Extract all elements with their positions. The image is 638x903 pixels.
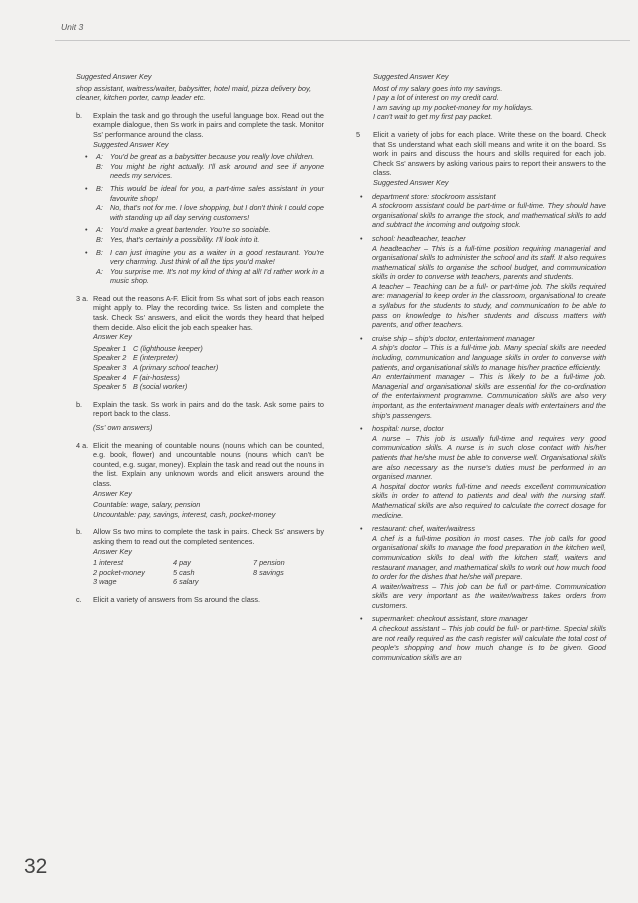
dialogue-text: No, that's not for me. I love shopping, but I don't think I could cope with standing up all day serving customers! xyxy=(110,203,324,222)
dialogue-text: You surprise me. It's not my kind of thing at all! I'd rather work in a music shop. xyxy=(110,266,324,286)
job-bullet xyxy=(356,192,606,230)
job-description: A hospital doctor works full-time and needs excellent communication skills in order to attend to patients and deal with the nursing staff. Mathematical skills are also required to calculate the correct dosage for medicine. xyxy=(372,481,606,520)
step-number: b. xyxy=(76,110,83,120)
ss-own-answers: (Ss' own answers) xyxy=(93,423,153,432)
dialogue-list xyxy=(76,152,324,286)
job-description: A checkout assistant – This job could be full- or part-time. Special skills are not really required as the cash register will calculate the total cost of people's shopping and how much change is to be given. Good communication skills are an xyxy=(372,624,606,662)
job-description: An entertainment manager – This is likely to be a full-time job. Managerial and organisational skills are essential for the co-ordination of the entertainment programme. Communication skills are also very important, as the entertainment manager deals with entertainers and the ship's passengers. xyxy=(372,372,606,420)
dialogue-bullet xyxy=(76,248,324,286)
bullet-dot: • xyxy=(85,183,88,193)
dialogue-text: You'd be great as a babysitter because you really love children. xyxy=(110,152,315,162)
job-bullet xyxy=(356,524,606,610)
job-bullet xyxy=(356,614,606,662)
speaker-label: B: xyxy=(96,161,103,171)
grid-answer xyxy=(253,577,333,587)
speaker-name: Speaker 5 xyxy=(93,382,127,392)
page-number: 32 xyxy=(24,855,48,878)
step-text: Allow Ss two mins to complete the task in pairs. Check Ss' answers by asking them to read out the completed sentences. xyxy=(93,527,324,546)
bullet-dot: • xyxy=(85,225,88,235)
job-description: A nurse – This job is usually full-time and requires very good communication skills. A nurse is in such close contact with his/her patients that he/she must be able to converse well. Organisational skills are also necessary as the nurse's duties must be performed in an organised manner. xyxy=(372,433,606,482)
answer-grid xyxy=(93,558,324,587)
suggested-answer-key-heading: Suggested Answer Key xyxy=(93,139,169,149)
job-description: A stockroom assistant could be part-time or full-time. They should have organisational skills to arrange the stock, and mathematical skills to add and subtract the incoming and outgoing stock. xyxy=(372,201,606,230)
sentence-answer: I pay a lot of interest on my credit card. xyxy=(373,93,499,103)
workplace-title: supermarket: checkout assistant, store manager xyxy=(372,614,528,624)
step-text: Elicit a variety of answers from Ss around the class. xyxy=(93,594,261,604)
speaker-label: B: xyxy=(96,234,103,244)
dialogue-text: Yes, that's certainly a possibility. I'll look into it. xyxy=(110,234,260,244)
bullet-dot: • xyxy=(360,524,363,534)
bullet-dot: • xyxy=(360,233,363,243)
sentence-answer-list xyxy=(373,84,606,122)
speaker-answer xyxy=(93,373,324,383)
step-text: Elicit the meaning of countable nouns (nouns which can be counted, e.g. book, flower) and uncountable nouns (nouns which can't be counted, e.g. sugar, money). Explain the task and read out the nouns in the list. Explain any unknown words and elicit answers around the class. xyxy=(93,440,324,488)
sentence-answer: I can't wait to get my first pay packet. xyxy=(373,112,493,122)
speaker-name: Speaker 3 xyxy=(93,363,127,373)
bullet-dot: • xyxy=(360,333,363,343)
speaker-label: B: xyxy=(96,183,103,193)
dialogue-line xyxy=(96,235,324,245)
bullet-dot: • xyxy=(85,152,88,162)
suggested-answer-key-heading: Suggested Answer Key xyxy=(373,177,449,187)
dialogue-bullet xyxy=(76,225,324,244)
sentence-answer: Most of my salary goes into my savings. xyxy=(373,83,503,93)
dialogue-bullet xyxy=(76,152,324,181)
step-number: b. xyxy=(76,399,83,409)
unit-label: Unit 3 xyxy=(61,22,84,32)
dialogue-line xyxy=(96,267,324,286)
speaker-name: Speaker 1 xyxy=(93,343,127,353)
step-3a xyxy=(76,294,324,332)
speaker-job: B (social worker) xyxy=(133,382,188,392)
grid-answer: 3 wage xyxy=(93,577,117,587)
job-description: A headteacher – This is a full-time position requiring managerial and organisational skills to administer the school and its staff. It also requires mathematical skills to organise the school budget, and communication skills in order to converse with teachers, parents and students. xyxy=(372,243,606,282)
dialogue-line xyxy=(96,248,324,267)
step-number: 5 xyxy=(356,129,361,139)
bullet-dot: • xyxy=(360,614,363,624)
dialogue-bullet xyxy=(76,184,324,222)
job-description: A ship's doctor – This is a full-time job. Many special skills are needed including, communication and language skills in order to converse with patients, and organisational skills to manage his/her practice efficiently. xyxy=(372,343,606,372)
speaker-label: B: xyxy=(96,247,103,257)
dialogue-line xyxy=(96,184,324,203)
dialogue-text: This would be ideal for you, a part-time sales assistant in your favourite shop! xyxy=(110,183,324,203)
speaker-answer xyxy=(93,344,324,354)
step-5 xyxy=(356,130,606,178)
answer-key-heading: Answer Key xyxy=(93,546,132,556)
bullet-dot: • xyxy=(360,191,363,201)
speaker-answer xyxy=(93,382,324,392)
speaker-label: A: xyxy=(96,266,103,276)
right-column xyxy=(356,72,606,662)
speaker-job: E (interpreter) xyxy=(133,353,179,363)
bullet-dot: • xyxy=(85,247,88,257)
step-text: Read out the reasons A-F. Elicit from Ss what sort of jobs each reason might apply to. Play the recording twice. Ss listen and complete the task. Check Ss' answers, and elicit the words they heard that helped them decide. Also elicit the job each speaker has. xyxy=(93,293,324,332)
left-column xyxy=(76,72,324,605)
uncountable-answers: Uncountable: pay, savings, interest, cash, pocket-money xyxy=(93,509,276,519)
bullet-dot: • xyxy=(360,424,363,434)
workplace-title: department store: stockroom assistant xyxy=(372,191,496,201)
speaker-job: A (primary school teacher) xyxy=(133,363,219,373)
grid-answer: 2 pocket-money xyxy=(93,567,145,577)
answer-key-heading: Answer Key xyxy=(93,488,132,498)
job-description: A teacher – Teaching can be a full- or part-time job. The skills required are: managerial to keep order in the classroom, organisational to create a syllabus for the students to study, and communication to be able to pass on knowledge to his/her students and discuss matters with parents, and other teachers. xyxy=(372,281,606,330)
step-text: Explain the task and go through the useful language box. Read out the example dialogue, then Ss work in pairs and complete the task. Monitor Ss' performance around the class. xyxy=(93,110,324,139)
step-4c xyxy=(76,595,324,605)
job-description: A chef is a full-time position in most cases. The job calls for good organisational skills to manage the food preparation in the kitchen well, communication skills to deal with the kitchen staff, waiters and restaurant manager, and mathematical skills to work out how much food to order for the dishes that he/she will prepare. xyxy=(372,533,606,582)
workplace-title: cruise ship – ship's doctor, entertainment manager xyxy=(372,333,535,343)
step-text: Explain the task. Ss work in pairs and do the task. Ask some pairs to report back to the class. xyxy=(93,399,324,419)
step-4b xyxy=(76,527,324,546)
workplace-title: school: headteacher, teacher xyxy=(372,233,466,243)
grid-answer: 6 salary xyxy=(173,577,199,587)
step-number: 4 a. xyxy=(76,440,89,450)
workplace-title: restaurant: chef, waiter/waitress xyxy=(372,524,476,534)
speaker-job: F (air-hostess) xyxy=(133,372,180,382)
step-text: Elicit a variety of jobs for each place. Write these on the board. Check that Ss understand what each skill means and write it on the board. Ss work in pairs and discuss the hours and skills required for each job. Check Ss' answers by asking various pairs to report their answers to the class. xyxy=(373,129,606,178)
workplace-title: hospital: nurse, doctor xyxy=(372,424,444,434)
job-bullet xyxy=(356,424,606,520)
step-1b xyxy=(76,111,324,140)
suggested-answer-key-heading: Suggested Answer Key xyxy=(373,72,449,81)
grid-answer: 7 pension xyxy=(253,558,285,568)
dialogue-text: You'd make a great bartender. You're so sociable. xyxy=(110,225,271,235)
step-number: b. xyxy=(76,527,83,537)
jobs-answer-text: shop assistant, waitress/waiter, babysitter, hotel maid, pizza delivery boy, cleaner, kitchen porter, camp leader etc. xyxy=(76,83,312,103)
job-bullet-list xyxy=(356,192,606,663)
job-bullet xyxy=(356,234,606,330)
speaker-answer xyxy=(93,353,324,363)
speaker-label: A: xyxy=(96,203,103,213)
sentence-answer: I am saving up my pocket-money for my holidays. xyxy=(373,102,534,112)
speaker-name: Speaker 2 xyxy=(93,353,127,363)
speaker-job: C (lighthouse keeper) xyxy=(133,343,203,353)
job-description: A waiter/waitress – This job can be full or part-time. Communication skills are very important as the waiter/waitress takes orders from customers. xyxy=(372,581,606,610)
answer-key-heading: Answer Key xyxy=(93,332,132,342)
dialogue-line xyxy=(96,152,324,162)
job-bullet xyxy=(356,334,606,420)
speaker-label: A: xyxy=(96,152,103,162)
step-number: 3 a. xyxy=(76,293,89,303)
dialogue-line xyxy=(96,203,324,222)
dialogue-text: I can just imagine you as a waiter in a good restaurant. You're very charming. Just think of all the tips you'd make! xyxy=(110,247,324,267)
grid-answer: 4 pay xyxy=(173,558,191,568)
grid-answer: 5 cash xyxy=(173,567,195,577)
speaker-answer-list xyxy=(93,344,324,392)
step-3b xyxy=(76,400,324,433)
countable-answers: Countable: wage, salary, pension xyxy=(93,500,201,510)
suggested-answer-key-heading: Suggested Answer Key xyxy=(76,72,152,81)
dialogue-text: You might be right actually. I'll ask around and see if anyone needs my services. xyxy=(110,161,324,181)
dialogue-line xyxy=(96,162,324,181)
speaker-label: A: xyxy=(96,225,103,235)
grid-answer: 8 savings xyxy=(253,567,284,577)
header-rule xyxy=(55,40,630,41)
speaker-name: Speaker 4 xyxy=(93,372,127,382)
dialogue-line xyxy=(96,225,324,235)
grid-answer: 1 interest xyxy=(93,558,124,568)
speaker-answer xyxy=(93,363,324,373)
step-number: c. xyxy=(76,594,82,604)
step-4a xyxy=(76,441,324,489)
